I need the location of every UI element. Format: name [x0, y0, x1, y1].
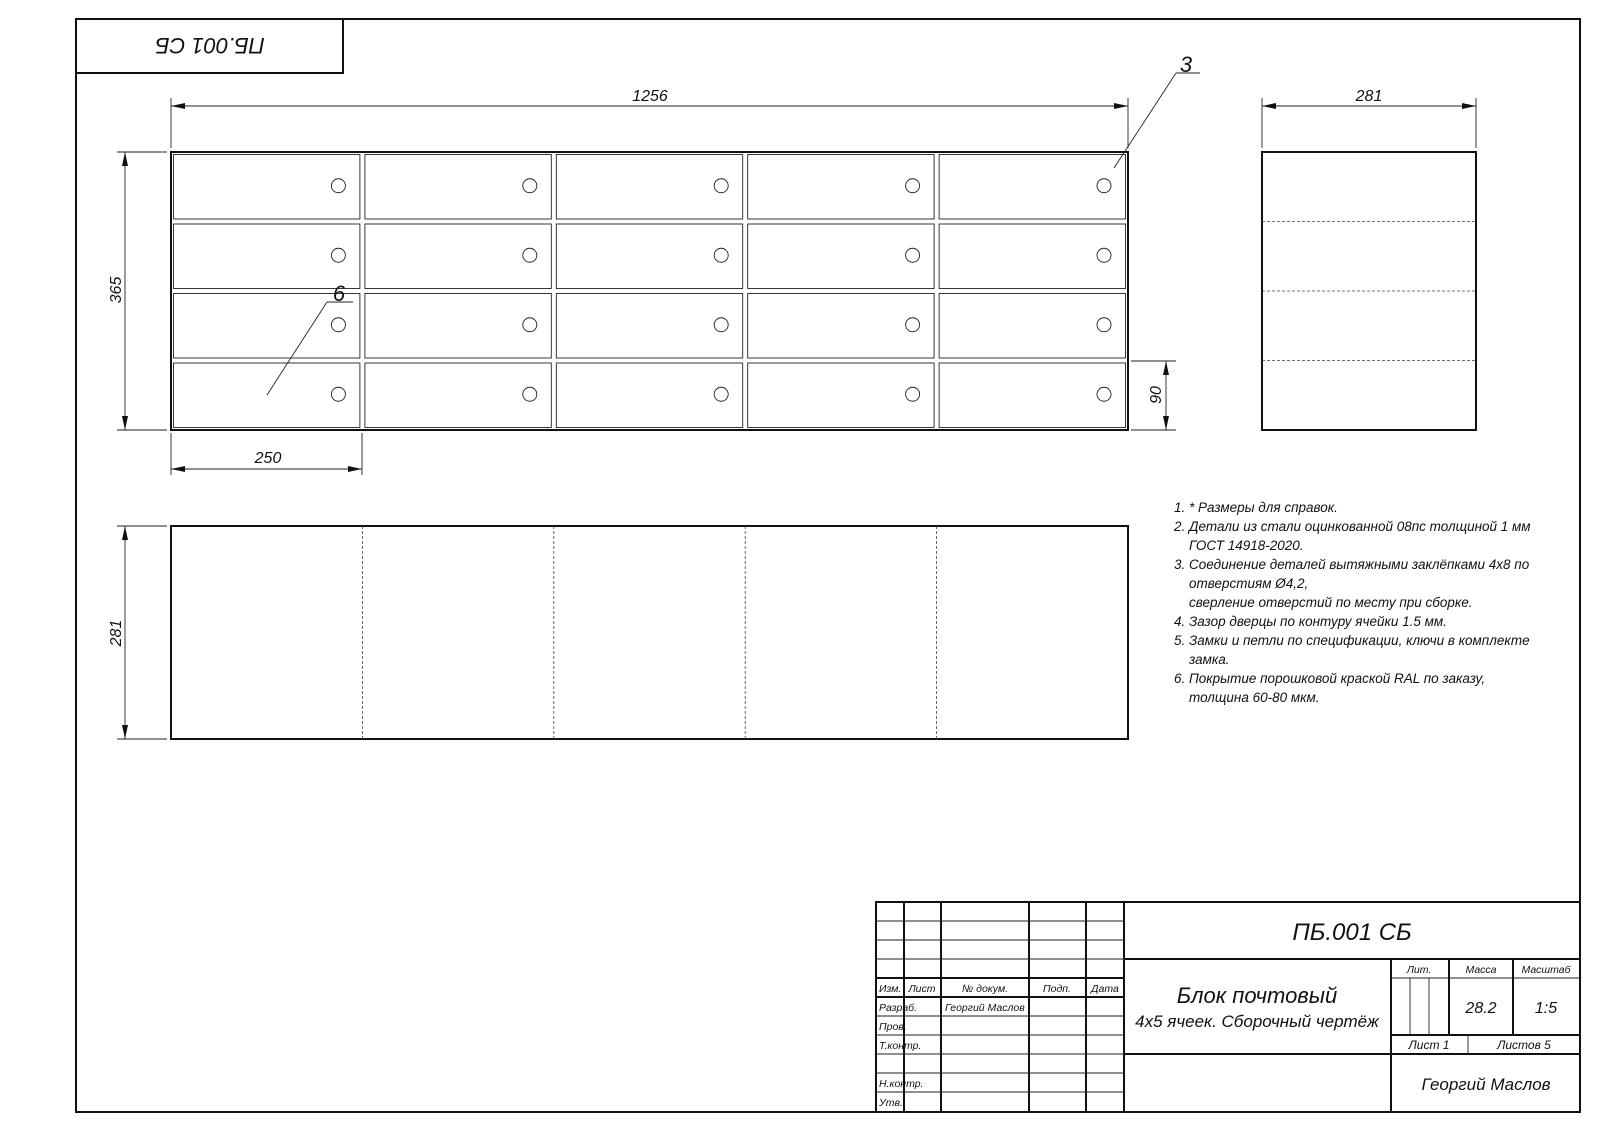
dim-top-depth-label: 281 — [108, 619, 125, 647]
dim-overall-height — [108, 152, 167, 430]
mailbox-cell-door — [556, 294, 742, 359]
note-line: ГОСТ 14918-2020. — [1189, 538, 1304, 553]
mailbox-cell-door — [174, 224, 360, 289]
mailbox-cell-door — [174, 363, 360, 428]
mailbox-cell-door — [939, 224, 1125, 289]
tb-scale-label: Масштаб — [1521, 964, 1571, 976]
front-view — [108, 52, 1200, 475]
mailbox-cell-door — [365, 155, 551, 220]
mailbox-cell-door — [556, 224, 742, 289]
lock-hole-icon — [906, 387, 920, 401]
leader-callout-3 — [1114, 52, 1200, 168]
front-view-outline — [171, 152, 1128, 430]
top-view-outline — [171, 526, 1128, 739]
note-line: 2. Детали из стали оцинкованной 08пс толщиной 1 мм — [1174, 519, 1531, 534]
tb-mass-value: 28.2 — [1465, 1000, 1497, 1017]
lock-hole-icon — [906, 248, 920, 262]
top-view — [108, 526, 1128, 739]
lock-hole-icon — [1097, 318, 1111, 332]
note-line: 1. * Размеры для справок. — [1174, 500, 1338, 515]
tb-name-line2: 4х5 ячеек. Сборочный чертёж — [1135, 1012, 1379, 1031]
mailbox-cell-door — [748, 155, 934, 220]
note-line: 5. Замки и петли по спецификации, ключи в комплекте — [1174, 633, 1530, 648]
leader-callout-6 — [267, 281, 353, 395]
technical-notes — [1173, 500, 1531, 705]
dim-width-label: 1256 — [632, 88, 668, 105]
tb-col-izm: Изм. — [879, 983, 902, 995]
tb-sheets: Листов 5 — [1497, 1038, 1551, 1052]
tb-role-approver: Утв. — [879, 1097, 903, 1109]
tb-role-norm-control: Н.контр. — [879, 1078, 924, 1090]
title-block — [876, 902, 1580, 1112]
mailbox-cell-door — [939, 294, 1125, 359]
note-line: отверстиям Ø4,2, — [1189, 576, 1309, 591]
dim-side-depth — [1262, 88, 1476, 148]
note-line: 6. Покрытие порошковой краской RAL по заказу, — [1174, 671, 1486, 686]
tb-role-checker: Пров. — [879, 1021, 907, 1033]
dim-cell-width — [171, 433, 362, 475]
lock-hole-icon — [714, 387, 728, 401]
lock-hole-icon — [906, 179, 920, 193]
note-line: сверление отверстий по месту при сборке. — [1189, 595, 1473, 610]
lock-hole-icon — [523, 318, 537, 332]
lock-hole-icon — [906, 318, 920, 332]
tb-designation: ПБ.001 СБ — [1292, 919, 1412, 946]
lock-hole-icon — [331, 387, 345, 401]
lock-hole-icon — [1097, 179, 1111, 193]
note-line: толщина 60-80 мкм. — [1189, 690, 1320, 705]
mailbox-cell-door — [939, 155, 1125, 220]
mailbox-cell-door — [748, 294, 934, 359]
tb-col-list: Лист — [908, 983, 936, 995]
note-line: 4. Зазор дверцы по контуру ячейки 1.5 мм. — [1174, 614, 1447, 629]
lock-hole-icon — [523, 179, 537, 193]
tb-mass-label: Масса — [1465, 964, 1497, 976]
tb-sheet: Лист 1 — [1408, 1038, 1450, 1052]
lock-hole-icon — [331, 179, 345, 193]
mailbox-cell-door — [748, 363, 934, 428]
mailbox-cell-door — [174, 155, 360, 220]
tb-col-date: Дата — [1091, 983, 1119, 995]
dim-cell-height — [1131, 361, 1176, 430]
lock-hole-icon — [714, 318, 728, 332]
dim-cell-height-label: 90 — [1148, 386, 1165, 404]
dim-overall-width — [171, 88, 1128, 148]
corner-stamp — [76, 19, 343, 73]
dim-top-depth — [108, 526, 167, 739]
mailbox-cell-door — [365, 294, 551, 359]
dim-side-depth-label: 281 — [1355, 88, 1383, 105]
tb-lit-label: Лит. — [1406, 964, 1432, 976]
mailbox-cell-door — [556, 363, 742, 428]
dim-height-label: 365 — [108, 276, 125, 304]
mailbox-cell-door — [556, 155, 742, 220]
tb-role-developer: Разраб. — [879, 1002, 917, 1014]
mailbox-cell-door — [365, 363, 551, 428]
side-view — [1262, 88, 1476, 430]
leader-6-label: 6 — [332, 281, 346, 306]
tb-role-tech-control: Т.контр. — [879, 1040, 922, 1052]
lock-hole-icon — [714, 248, 728, 262]
lock-hole-icon — [331, 248, 345, 262]
lock-hole-icon — [331, 318, 345, 332]
tb-organization: Георгий Маслов — [1421, 1075, 1551, 1094]
lock-hole-icon — [1097, 248, 1111, 262]
dim-cell-width-label: 250 — [254, 450, 282, 467]
tb-col-doc: № докум. — [961, 983, 1009, 995]
lock-hole-icon — [1097, 387, 1111, 401]
tb-developer-name: Георгий Маслов — [945, 1002, 1025, 1014]
corner-stamp-text: ПБ.001 СБ — [155, 33, 265, 58]
mailbox-cell-door — [748, 224, 934, 289]
lock-hole-icon — [714, 179, 728, 193]
leader-3-label: 3 — [1179, 52, 1193, 77]
mailbox-cell-door — [939, 363, 1125, 428]
mailbox-cell-door — [365, 224, 551, 289]
lock-hole-icon — [523, 248, 537, 262]
tb-col-sign: Подп. — [1043, 983, 1071, 995]
lock-hole-icon — [523, 387, 537, 401]
tb-scale-value: 1:5 — [1534, 1000, 1558, 1017]
note-line: 3. Соединение деталей вытяжными заклёпками 4х8 по — [1174, 557, 1530, 572]
note-line: замка. — [1189, 652, 1230, 667]
tb-name-line1: Блок почтовый — [1176, 983, 1338, 1008]
